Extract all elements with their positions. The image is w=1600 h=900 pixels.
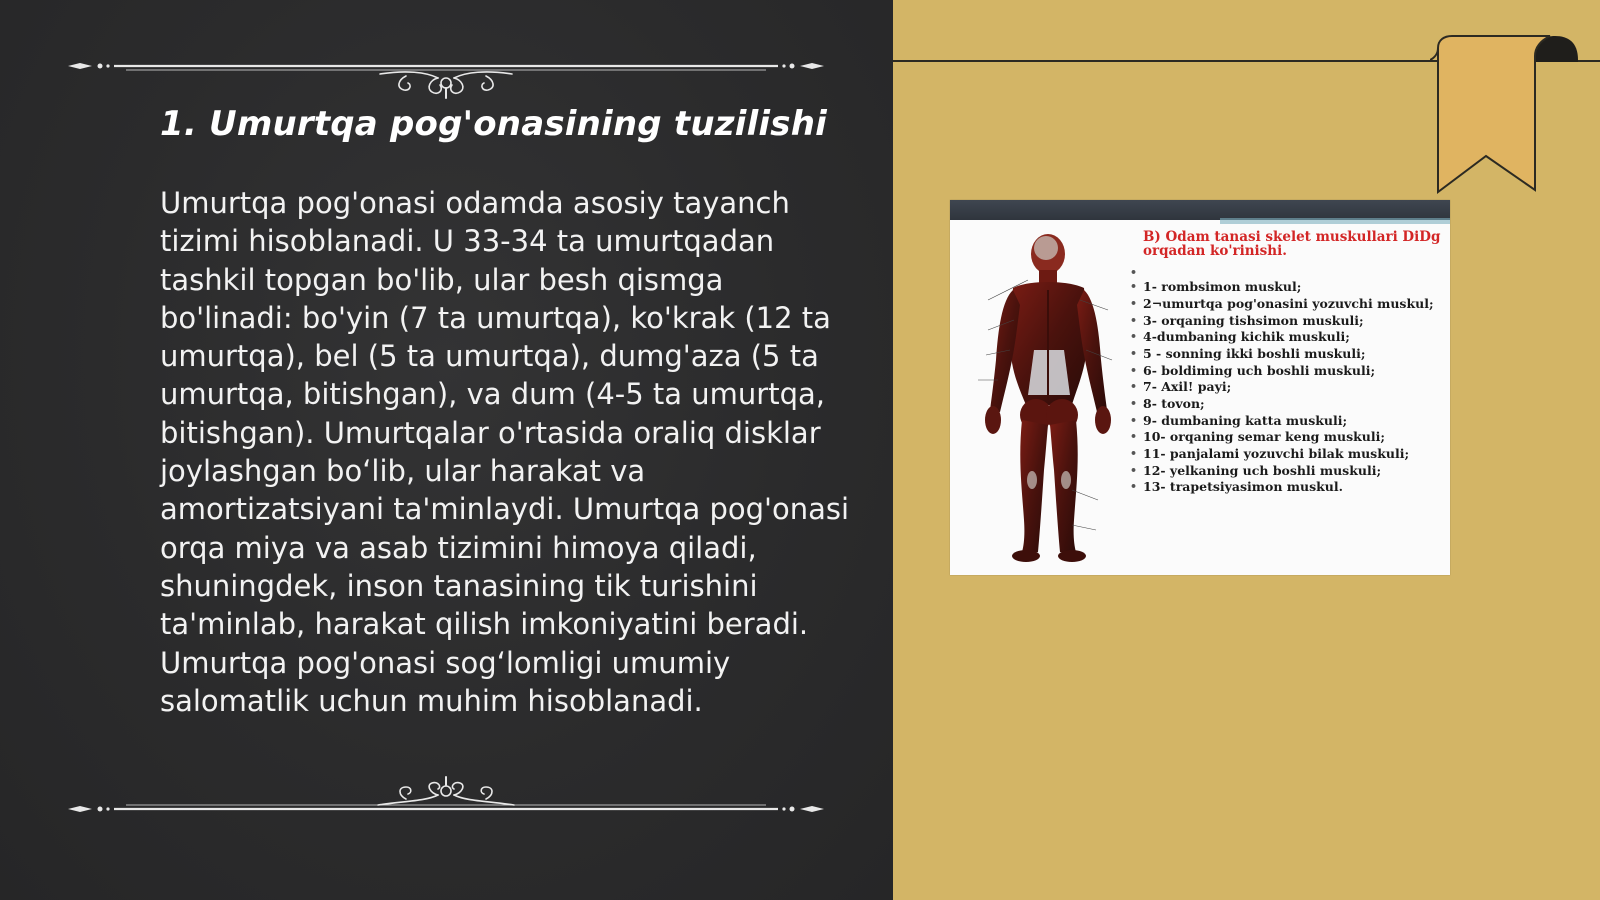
figure-legend-list [1130,266,1440,497]
bottom-ornament-divider-icon [66,775,826,825]
figure-legend-item: • 6- boldiming uch boshli muskuli; [1130,364,1440,378]
bookmark-ribbon-icon [1430,30,1600,200]
top-ornament-divider-icon [66,50,826,100]
figure-legend-item [1130,266,1440,277]
slide-body-text: Umurtqa pog'onasi odamda asosiy tayanch tizimi hisoblanadi. U 33-34 ta umurtqadan tashkil topgan bo'lib, ular besh qismga bo'linadi: bo'yin (7 ta umurtqa), ko'krak (12 ta umurtqa), bel (5 ta umurtqa), dumg'aza (5 ta umurtqa, bitishgan), va dum (4-5 ta umurtqa, bitishgan). Umurtqalar o'rtasida oraliq disklar joylashgan bo‘lib, ular harakat va amortizatsiyani ta'minlaydi. Umurtqa pog'onasi orqa miya va asab tizimini himoya qiladi, shuningdek, inson tanasining tik turishini ta'minlab, harakat qilish imkoniyatini beradi. Umurtqa pog'onasi sog‘lomligi umumiy salomatlik uchun muhim hisoblanadi. [160,186,850,718]
figure-legend-item: • 5 - sonning ikki boshli muskuli; [1130,347,1440,361]
figure-legend-item: • 13- trapetsiyasimon muskul. [1130,480,1440,494]
figure-caption-title: B) Odam tanasi skelet muskullari DiDg orqadan ko'rinishi. [1143,229,1441,259]
figure-legend-item: • 1- rombsimon muskul; [1130,280,1440,294]
muscle-anatomy-figure-icon [968,230,1118,570]
figure-legend-item: • 2¬umurtqa pog'onasini yozuvchi muskul; [1130,297,1440,311]
figure-legend-item: • 4-dumbaning kichik muskuli; [1130,330,1440,344]
figure-legend-item: • 12- yelkaning uch boshli muskuli; [1130,464,1440,478]
figure-legend-item: • 7- Axil! payi; [1130,380,1440,394]
figure-header-accent [1220,218,1450,224]
figure-legend-item: • 9- dumbaning katta muskuli; [1130,414,1440,428]
figure-header-bar [950,200,1450,220]
figure-legend-item: • 10- orqaning semar keng muskuli; [1130,430,1440,444]
figure-legend-item: • 3- orqaning tishsimon muskuli; [1130,314,1440,328]
figure-legend-item: • 8- tovon; [1130,397,1440,411]
slide-title: 1. Umurtqa pog'onasining tuzilishi [160,104,827,144]
figure-legend-item: • 11- panjalami yozuvchi bilak muskuli; [1130,447,1440,461]
anatomy-figure-image [950,200,1450,575]
